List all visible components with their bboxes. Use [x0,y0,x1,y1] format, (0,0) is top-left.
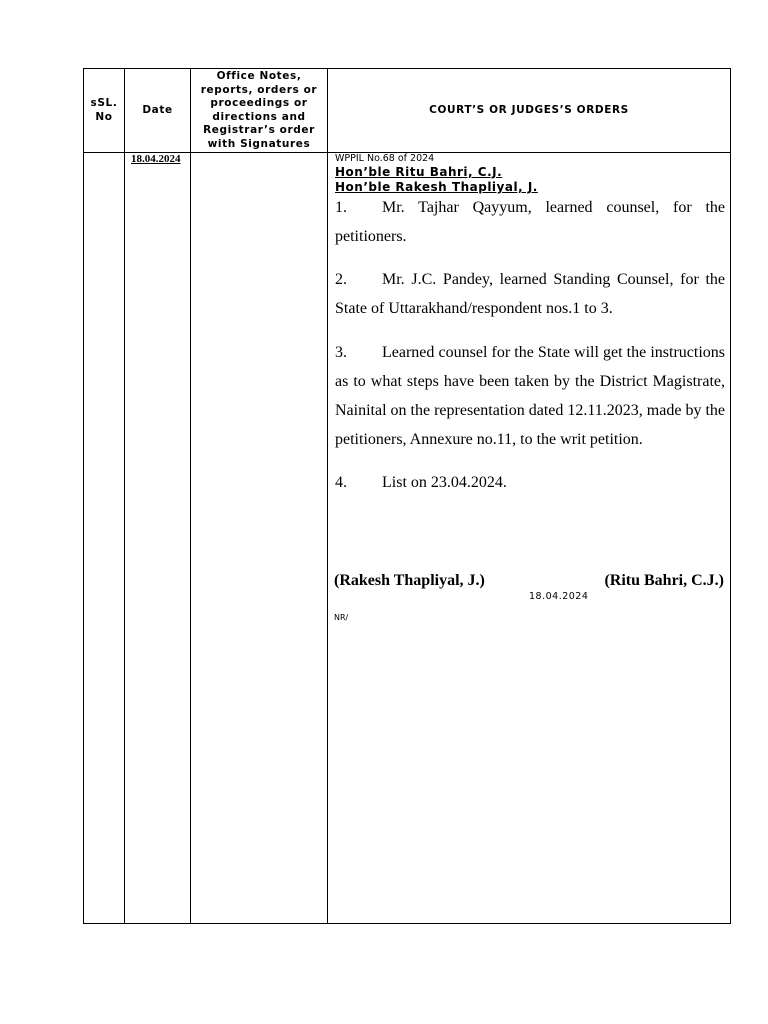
paragraph-number: 4. [335,474,347,491]
paragraph-number: 3. [335,344,347,361]
column-divider [327,69,328,923]
header-office-notes: Office Notes, reports, orders or proceedings or directions and Registrar’s order with Signatures [200,70,318,150]
judge-name-1: Hon’ble Ritu Bahri, C.J. [335,165,503,179]
order-paragraph [335,193,725,251]
order-body [335,153,725,497]
order-paragraph [335,468,725,497]
judge-name-2: Hon’ble Rakesh Thapliyal, J. [335,180,538,194]
case-number: WPPIL No.68 of 2024 [335,153,435,164]
paragraph-number: 1. [335,199,347,216]
signature-right: (Ritu Bahri, C.J.) [604,572,724,589]
header-sl-no: sSL. No [90,97,118,123]
column-divider [124,69,125,923]
paragraph-number: 2. [335,271,347,288]
paragraph-text: Learned counsel for the State will get the instructions as to what steps have been taken by the District Magistrate, Nainital on the representation dated 12.11.2023, made by the petitioners, Annexure no.11, to the writ petition. [335,344,725,448]
order-date: 18.04.2024 [131,153,181,165]
initials: NR/ [334,613,349,622]
paragraph-text: Mr. J.C. Pandey, learned Standing Counsel, for the State of Uttarakhand/respondent nos.1 to 3. [335,271,725,317]
order-sheet-table [83,68,731,924]
paragraph-text: List on 23.04.2024. [382,474,507,491]
header-date: Date [142,103,173,116]
signature-left: (Rakesh Thapliyal, J.) [334,572,485,589]
order-paragraph [335,265,725,323]
header-orders: COURT’S OR JUDGES’S ORDERS [429,103,629,116]
paragraph-text: Mr. Tajhar Qayyum, learned counsel, for the petitioners. [335,199,725,245]
order-paragraph [335,338,725,454]
signature-row [334,572,724,590]
signature-date: 18.04.2024 [529,591,589,602]
column-divider [190,69,191,923]
